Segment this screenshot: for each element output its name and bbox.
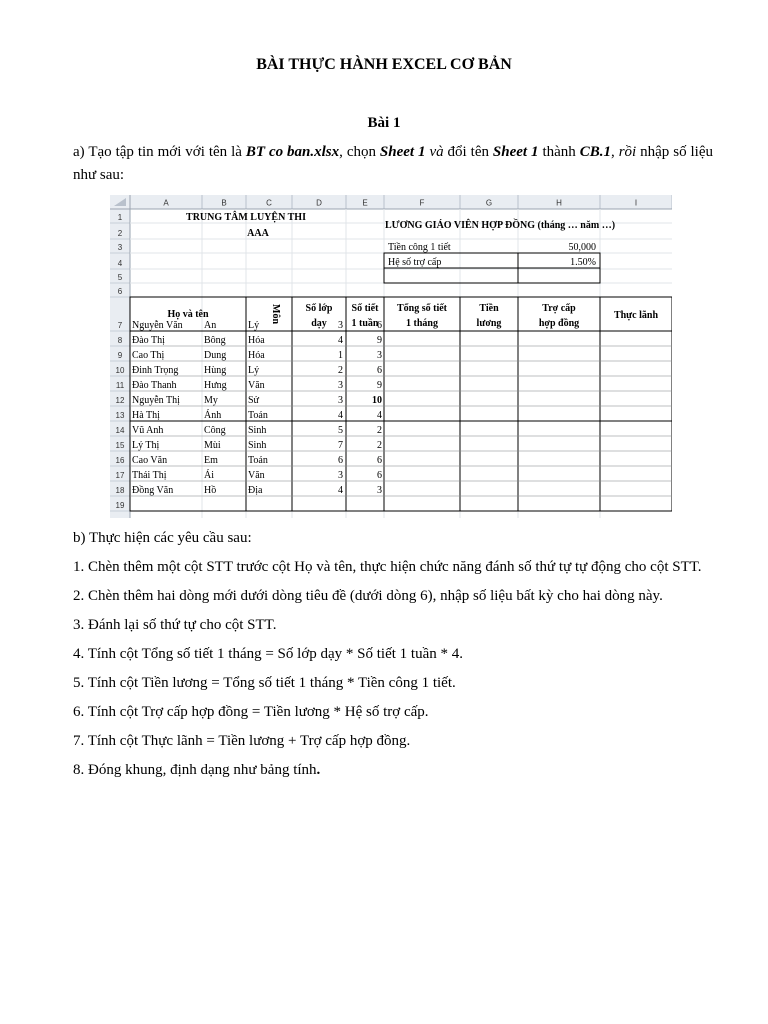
cell-periods: 4 bbox=[377, 410, 382, 421]
center-title: TRUNG TÂM LUYỆN THI bbox=[186, 212, 306, 223]
task-item: 4. Tính cột Tổng số tiết 1 tháng = Số lớp dạy * Số tiết 1 tuần * 4. bbox=[73, 646, 463, 662]
cell-first-name: Hùng bbox=[204, 365, 227, 376]
fee-value: 50,000 bbox=[568, 242, 596, 253]
row-header-label: 8 bbox=[117, 336, 123, 345]
cell-first-name: Ánh bbox=[204, 410, 222, 421]
cell-last-name: Nguyễn Văn bbox=[132, 320, 183, 331]
part-b-heading: b) Thực hiện các yêu cầu sau: bbox=[73, 530, 252, 546]
cell-subject: Sinh bbox=[248, 440, 267, 451]
cell-classes: 2 bbox=[338, 365, 343, 376]
task-item: 3. Đánh lại số thứ tự cho cột STT. bbox=[73, 617, 277, 633]
cell-first-name: Dung bbox=[204, 350, 227, 361]
task-period: . bbox=[316, 762, 321, 778]
cell-last-name: Lý Thị bbox=[132, 440, 160, 451]
row-header-label: 13 bbox=[115, 411, 125, 420]
cell-classes: 3 bbox=[338, 380, 343, 391]
cell-periods: 6 bbox=[377, 365, 382, 376]
row-header-label: 17 bbox=[115, 471, 125, 480]
cell-last-name: Vũ Anh bbox=[132, 425, 164, 436]
cell-last-name: Thái Thị bbox=[132, 470, 167, 481]
cell-subject: Lý bbox=[248, 365, 260, 376]
cell-periods: 3 bbox=[377, 485, 382, 496]
spreadsheet-svg bbox=[110, 195, 672, 518]
header-net: Thực lãnh bbox=[613, 310, 659, 321]
part-a-text: nhập số liệu như sau: bbox=[73, 144, 713, 183]
header-total: 1 tháng bbox=[406, 318, 438, 329]
part-a-text: , bbox=[611, 144, 619, 160]
part-a-text: , chọn bbox=[339, 144, 380, 160]
cell-subject: Sinh bbox=[248, 425, 267, 436]
row-header-label: 3 bbox=[117, 243, 123, 252]
cell-last-name: Đinh Trọng bbox=[132, 365, 179, 376]
row-header-label: 18 bbox=[115, 486, 125, 495]
task-text: 8. Đóng khung, định dạng như bảng tính bbox=[73, 762, 317, 778]
task-item: 1. Chèn thêm một cột STT trước cột Họ và tên, thực hiện chức năng đánh số thứ tự tự động cho cột STT. bbox=[73, 559, 702, 575]
row-header-label: 2 bbox=[117, 229, 123, 238]
document-title: BÀI THỰC HÀNH EXCEL CƠ BẢN bbox=[256, 56, 512, 73]
cell-first-name: Ái bbox=[204, 470, 214, 481]
cell-periods: 6 bbox=[377, 470, 382, 481]
part-a-text: a) Tạo tập tin mới với tên là bbox=[73, 144, 246, 160]
center-title: AAA bbox=[247, 228, 269, 239]
task-item: 7. Tính cột Thực lãnh = Tiền lương + Trợ cấp hợp đồng. bbox=[73, 733, 411, 749]
row-header-label: 11 bbox=[115, 381, 125, 390]
cell-first-name: Mùi bbox=[204, 440, 221, 451]
cell-last-name: Đào Thị bbox=[132, 335, 165, 346]
cell-classes: 4 bbox=[338, 335, 343, 346]
row-header-label: 12 bbox=[115, 396, 125, 405]
column-header-label: H bbox=[556, 198, 562, 208]
cell-first-name: Công bbox=[204, 425, 226, 436]
row-header-label: 16 bbox=[115, 456, 125, 465]
row-header-label: 1 bbox=[117, 213, 123, 222]
spreadsheet-image bbox=[110, 195, 672, 518]
cell-last-name: Cao Thị bbox=[132, 350, 165, 361]
column-header-label: I bbox=[634, 198, 638, 208]
row-header-label: 14 bbox=[115, 426, 125, 435]
row-header-label: 9 bbox=[117, 351, 123, 360]
header-salary: Tiền bbox=[479, 303, 499, 314]
exercise-title: Bài 1 bbox=[367, 115, 401, 131]
row-header-label: 15 bbox=[115, 441, 125, 450]
column-header-label: D bbox=[316, 198, 322, 208]
cell-periods: 3 bbox=[377, 350, 382, 361]
header-periods: Số tiết bbox=[351, 303, 379, 314]
cell-periods: 10 bbox=[372, 395, 382, 406]
cell-periods: 2 bbox=[377, 440, 382, 451]
cell-subject: Hóa bbox=[248, 350, 265, 361]
cell-first-name: Em bbox=[204, 455, 218, 466]
cell-last-name: Đào Thanh bbox=[132, 380, 177, 391]
cell-periods: 6 bbox=[377, 455, 382, 466]
column-header-label: E bbox=[362, 198, 368, 208]
cell-periods: 2 bbox=[377, 425, 382, 436]
column-header-label: G bbox=[485, 198, 493, 208]
header-salary: lương bbox=[476, 318, 502, 329]
row-header-label: 6 bbox=[117, 287, 123, 296]
row-header-label: 7 bbox=[117, 321, 123, 330]
cell-subject: Toán bbox=[248, 410, 268, 421]
task-list bbox=[73, 556, 713, 788]
header-classes: Số lớp bbox=[305, 303, 333, 314]
file-name: BT co ban.xlsx bbox=[245, 144, 340, 160]
header-total: Tổng số tiết bbox=[397, 303, 447, 314]
row-header-label: 10 bbox=[115, 366, 125, 375]
row-header-label: 4 bbox=[117, 259, 123, 268]
column-header-label: F bbox=[419, 198, 425, 208]
task-item bbox=[73, 759, 713, 782]
cell-classes: 4 bbox=[338, 485, 343, 496]
coef-label: Hệ số trợ cấp bbox=[388, 257, 442, 268]
cell-first-name: Bông bbox=[204, 335, 226, 346]
cell-first-name: An bbox=[204, 320, 217, 331]
column-header-bar bbox=[110, 195, 672, 209]
cell-classes: 3 bbox=[338, 320, 343, 331]
task-item: 5. Tính cột Tiền lương = Tổng số tiết 1 tháng * Tiền công 1 tiết. bbox=[73, 675, 456, 691]
cell-subject: Địa bbox=[248, 485, 263, 496]
cell-first-name: Hồ bbox=[204, 485, 217, 496]
cell-periods: 9 bbox=[377, 335, 382, 346]
column-header-label: A bbox=[163, 198, 169, 208]
task-item: 6. Tính cột Trợ cấp hợp đồng = Tiền lương * Hệ số trợ cấp. bbox=[73, 704, 429, 720]
cell-classes: 3 bbox=[338, 395, 343, 406]
fee-label: Tiền công 1 tiết bbox=[388, 242, 451, 253]
cell-first-name: Hưng bbox=[204, 380, 227, 391]
task-item: 2. Chèn thêm hai dòng mới dưới dòng tiêu đề (dưới dòng 6), nhập số liệu bất kỳ cho hai dòng này. bbox=[73, 588, 663, 604]
cell-classes: 1 bbox=[338, 350, 343, 361]
cell-subject: Văn bbox=[248, 470, 265, 481]
header-name: Họ và tên bbox=[167, 309, 209, 320]
header-subject: Môn bbox=[270, 304, 281, 324]
cell-subject: Hóa bbox=[248, 335, 265, 346]
cell-classes: 5 bbox=[338, 425, 343, 436]
cell-last-name: Cao Văn bbox=[132, 455, 168, 466]
header-allowance: Trợ cấp bbox=[542, 303, 576, 314]
header-classes: dạy bbox=[311, 318, 327, 329]
cell-last-name: Nguyễn Thị bbox=[132, 395, 180, 406]
row-header-label: 5 bbox=[117, 273, 123, 282]
header-periods: 1 tuần bbox=[351, 318, 379, 329]
cell-periods: 9 bbox=[377, 380, 382, 391]
cell-classes: 3 bbox=[338, 470, 343, 481]
cell-last-name: Hà Thị bbox=[132, 410, 160, 421]
cell-periods: 6 bbox=[377, 320, 382, 331]
cell-subject: Sử bbox=[248, 395, 259, 406]
cell-subject: Văn bbox=[248, 380, 265, 391]
row-header-label: 19 bbox=[115, 501, 125, 510]
cell-classes: 4 bbox=[338, 410, 343, 421]
cell-subject: Toán bbox=[248, 455, 268, 466]
part-a-text: đổi tên bbox=[443, 144, 493, 160]
new-sheet-name: CB.1 bbox=[579, 144, 611, 160]
column-header-label: B bbox=[221, 198, 227, 208]
part-a-text: và bbox=[425, 144, 444, 160]
part-a-text: rồi bbox=[618, 144, 637, 160]
part-a-instruction bbox=[73, 141, 713, 187]
coef-value: 1.50% bbox=[570, 257, 596, 268]
cell-last-name: Đồng Văn bbox=[132, 485, 174, 496]
cell-classes: 7 bbox=[338, 440, 343, 451]
cell-first-name: My bbox=[204, 395, 218, 406]
header-allowance: hợp đồng bbox=[538, 318, 580, 329]
sheet-name: Sheet 1 bbox=[379, 144, 426, 160]
cell-subject: Lý bbox=[248, 320, 260, 331]
cell-classes: 6 bbox=[338, 455, 343, 466]
sheet-name: Sheet 1 bbox=[492, 144, 539, 160]
salary-title: LƯƠNG GIÁO VIÊN HỢP ĐỒNG (tháng … năm …) bbox=[385, 220, 616, 231]
column-header-label: C bbox=[266, 198, 272, 208]
part-a-text: thành bbox=[538, 144, 580, 160]
